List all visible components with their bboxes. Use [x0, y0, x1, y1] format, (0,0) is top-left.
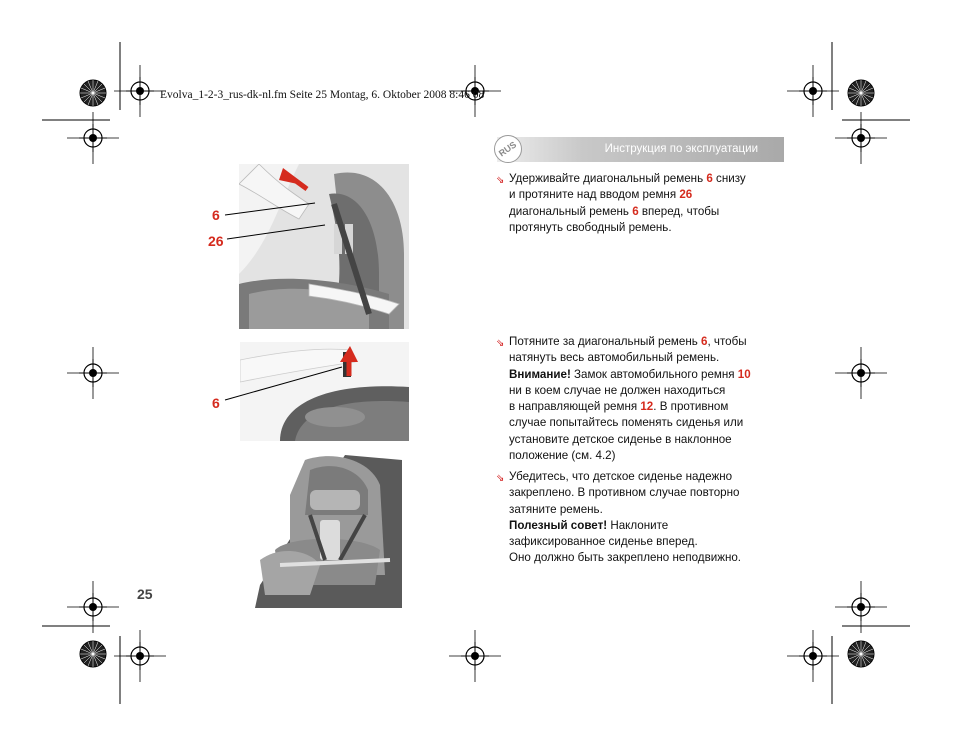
leader-lines-step-1: [220, 195, 340, 255]
callout-26-photo-1: 26: [208, 233, 224, 249]
step-2-line-3: Внимание! Замок автомобильного ремня 10: [509, 367, 751, 381]
language-badge-label: RUS: [496, 139, 519, 159]
leader-line-step-2: [220, 365, 350, 405]
language-badge: [494, 135, 522, 163]
print-header: Evolva_1-2-3_rus-dk-nl.fm Seite 25 Montag, 6. Oktober 2008 8:46 08: [160, 89, 485, 101]
step-arrow-icon: ⇘: [496, 175, 505, 186]
step-2-line-8: положение (см. 4.2): [509, 449, 616, 463]
instruction-step-3: [496, 469, 786, 567]
step-2-line-7: установите детское сиденье в наклонное: [509, 432, 732, 446]
step-1-line-2: и протяните над вводом ремня 26: [509, 188, 693, 202]
step-3-line-4: Полезный совет! Наклоните: [509, 518, 669, 532]
callout-6-photo-1: 6: [212, 207, 220, 223]
step-3-line-3: затяните ремень.: [509, 502, 603, 516]
step-arrow-icon: ⇘: [496, 338, 505, 349]
step-3-line-1: Убедитесь, что детское сиденье надежно: [509, 470, 733, 483]
step-3-line-5: зафиксированное сиденье вперед.: [509, 535, 698, 549]
step-arrow-icon: ⇘: [496, 473, 505, 484]
step-3-line-6: Оно должно быть закреплено неподвижно.: [509, 551, 742, 565]
banner-title: Инструкция по эксплуатации: [604, 143, 758, 155]
callout-6-photo-2: 6: [212, 395, 220, 411]
step-1-line-4: протянуть свободный ремень.: [509, 220, 672, 234]
illustration-step-3: [250, 455, 402, 608]
section-banner: [497, 137, 784, 162]
step-1-line-3: диагональный ремень 6 вперед, чтобы: [509, 204, 720, 218]
step-2-line-6: случае попытайтесь поменять сиденья или: [509, 416, 744, 430]
step-1-line-1: Удерживайте диагональный ремень 6 снизу: [509, 172, 746, 185]
instruction-step-1: [496, 171, 786, 236]
page-number: 25: [137, 586, 153, 602]
step-2-line-2: натянуть весь автомобильный ремень.: [509, 351, 720, 365]
step-3-line-2: закреплено. В противном случае повторно: [509, 486, 740, 500]
step-2-line-1: Потяните за диагональный ремень 6, чтобы: [509, 335, 747, 348]
step-2-line-4: ни в коем случае не должен находиться: [509, 383, 726, 397]
step-2-line-5: в направляющей ремня 12. В противном: [509, 400, 729, 414]
photo-step-3: [250, 455, 402, 608]
instruction-step-2: [496, 334, 786, 464]
